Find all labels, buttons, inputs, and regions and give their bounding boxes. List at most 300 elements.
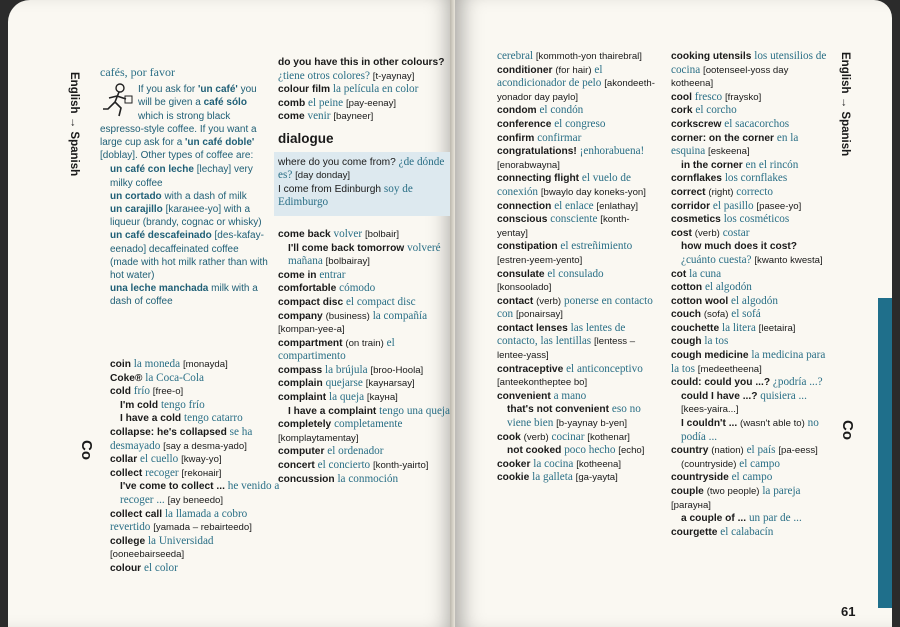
entry-qualifier: (right) bbox=[708, 186, 734, 198]
dictionary-entry bbox=[497, 363, 657, 390]
entry-headword: Coke® bbox=[110, 372, 143, 384]
entry-pronunciation: [enorabwayna] bbox=[497, 159, 560, 171]
entry-translation: quejarse bbox=[325, 377, 363, 390]
entry-translation: ponerse en contacto con bbox=[497, 294, 653, 321]
dictionary-entry bbox=[497, 50, 657, 64]
dictionary-entry bbox=[497, 64, 657, 105]
entry-qualifier: (two people) bbox=[706, 486, 760, 497]
entry-headword: connection bbox=[497, 200, 552, 212]
entry-qualifier: (sofa) bbox=[703, 309, 729, 321]
dictionary-entry bbox=[671, 213, 829, 227]
entry-headword: could: could you ...? bbox=[671, 377, 771, 389]
dialogue-heading: dialogue bbox=[278, 130, 334, 146]
entry-translation: el algodón bbox=[704, 281, 752, 294]
entry-headword: cork bbox=[671, 105, 693, 117]
entry-headword: compartment bbox=[278, 337, 343, 349]
dictionary-entry bbox=[278, 418, 453, 445]
entry-translation: el corcho bbox=[695, 104, 737, 117]
entry-translation: los utensilios de cocina bbox=[671, 50, 827, 76]
entry-headword: compact disc bbox=[278, 296, 344, 308]
entry-pronunciation: [ooneebairseeda] bbox=[110, 549, 185, 561]
language-direction-tab: English → Spanish bbox=[68, 72, 80, 177]
dictionary-entry bbox=[497, 322, 657, 363]
entry-translation: venir bbox=[307, 110, 331, 123]
dictionary-entry bbox=[671, 50, 829, 91]
entry-qualifier: (on train) bbox=[345, 337, 384, 349]
tip-box bbox=[100, 66, 268, 309]
tip-description: [des-kafay-eenado] decaffeinated coffee (made with hot milk rather than with hot water) bbox=[110, 230, 268, 282]
entry-headword: cold bbox=[110, 386, 131, 398]
entry-pronunciation: [kayнa] bbox=[366, 392, 398, 404]
dictionary-entry bbox=[497, 145, 657, 172]
entry-pronunciation: [ponairsay] bbox=[516, 309, 563, 321]
entry-translation: poco hecho bbox=[564, 444, 616, 457]
entry-headword: cough medicine bbox=[671, 350, 749, 362]
entry-pronunciation: [konsoolado] bbox=[497, 282, 552, 294]
entry-headword: I couldn't ... bbox=[681, 418, 738, 430]
dictionary-entry bbox=[671, 322, 829, 336]
entry-headword: in the corner bbox=[681, 159, 743, 171]
entry-translation: tengo una queja bbox=[379, 404, 451, 417]
dictionary-entry bbox=[278, 296, 453, 310]
entry-headword: coin bbox=[110, 359, 131, 370]
entry-pronunciation: [bwaylo day koneks-yon] bbox=[540, 186, 646, 198]
entry-pronunciation: [ootenseel-yoss day kotheena] bbox=[671, 64, 789, 90]
entry-headword: I'm cold bbox=[120, 399, 159, 411]
entry-headword: cooking utensils bbox=[671, 51, 752, 62]
entry-pronunciation: [free-o] bbox=[152, 386, 184, 398]
entry-headword: complaint bbox=[278, 392, 327, 404]
entry-translation: las lentes de contacto, las lentillas bbox=[497, 321, 626, 348]
dictionary-entry bbox=[671, 349, 829, 376]
dictionary-entry bbox=[671, 91, 829, 105]
entry-headword: that's not convenient bbox=[507, 404, 610, 416]
entry-translation: consciente bbox=[550, 213, 598, 226]
entry-pronunciation: [kway-yo] bbox=[181, 454, 222, 466]
left-page bbox=[8, 0, 455, 627]
entry-pronunciation: [kwanto kwesta] bbox=[754, 254, 823, 266]
entry-headword: do you have this in other colours? bbox=[278, 57, 445, 68]
entry-pronunciation: [akondeeth-yonador day paylo] bbox=[497, 78, 655, 103]
entry-translation: los cosméticos bbox=[723, 213, 790, 226]
entry-pronunciation: [kotheena] bbox=[576, 458, 621, 470]
entry-translation: tengo frío bbox=[160, 398, 205, 411]
tip-list-item bbox=[110, 203, 268, 229]
dictionary-entry bbox=[497, 213, 657, 240]
entry-pronunciation: [komplaytamentay] bbox=[278, 432, 359, 444]
tip-term: un café con leche bbox=[110, 164, 194, 176]
dictionary-entry bbox=[671, 268, 829, 282]
entry-headword: college bbox=[110, 535, 146, 547]
entry-translation: el anticonceptivo bbox=[566, 362, 643, 375]
tip-term: un carajillo bbox=[110, 204, 163, 216]
entry-translation: la película en color bbox=[332, 83, 419, 96]
entry-pronunciation: [eskeena] bbox=[708, 146, 750, 158]
language-direction-tab: English → Spanish bbox=[839, 52, 851, 157]
entry-translation: el cuello bbox=[140, 453, 179, 466]
entry-translation: la llamada a cobro revertido bbox=[110, 507, 248, 534]
entry-translation: el consulado bbox=[547, 267, 604, 280]
entry-headword: a couple of ... bbox=[681, 513, 747, 525]
dictionary-entry bbox=[110, 426, 280, 453]
entry-translation: la galleta bbox=[532, 471, 573, 484]
entry-translation: a mano bbox=[553, 389, 587, 402]
entry-headword: company bbox=[278, 310, 323, 322]
entry-headword: come bbox=[278, 111, 305, 123]
entry-headword: conference bbox=[497, 118, 552, 130]
dictionary-entry bbox=[671, 376, 829, 390]
entry-headword: congratulations! bbox=[497, 146, 577, 158]
dictionary-entry bbox=[671, 281, 829, 295]
entry-qualifier: (for hair) bbox=[555, 64, 592, 76]
entry-pronunciation: [konth-yentay] bbox=[497, 214, 630, 239]
entry-translation: en el rincón bbox=[745, 158, 799, 171]
entry-translation: quisiera ... bbox=[760, 389, 807, 402]
entry-headword: condom bbox=[497, 105, 537, 117]
entry-translation: el sacacorchos bbox=[724, 117, 790, 130]
dialogue-spanish: ¿de dónde es? bbox=[278, 155, 445, 182]
entry-translation: el algodón bbox=[731, 294, 778, 307]
entry-translation: la cuna bbox=[689, 267, 722, 280]
entry-translation: ¿cuánto cuesta? bbox=[681, 253, 752, 266]
entry-headword: connecting flight bbox=[497, 173, 580, 185]
entry-pronunciation: [pasee-yo] bbox=[756, 200, 802, 212]
dictionary-entry bbox=[497, 240, 657, 267]
entry-translation: la litera bbox=[721, 321, 756, 334]
entry-headword: cosmetics bbox=[671, 214, 721, 226]
tip-heading: cafés, por favor bbox=[100, 65, 175, 79]
entry-headword: couple bbox=[671, 486, 704, 497]
tip-term: 'un café' bbox=[198, 84, 238, 96]
dictionary-entry bbox=[278, 228, 453, 242]
entry-headword: couchette bbox=[671, 322, 720, 334]
dictionary-entry bbox=[671, 172, 829, 186]
dictionary-entry bbox=[497, 403, 657, 430]
entry-pronunciation: [lentess – lentee-yass] bbox=[497, 336, 636, 362]
entry-translation: completamente bbox=[334, 418, 403, 431]
entry-headword: cost bbox=[671, 227, 692, 239]
dictionary-entry bbox=[278, 56, 453, 83]
entry-pronunciation: [ga-yayta] bbox=[575, 472, 618, 484]
dictionary-entry bbox=[110, 385, 280, 399]
thumb-index-tab bbox=[878, 298, 892, 608]
tip-text-4: [dob bbox=[100, 150, 120, 162]
entry-translation: el campo bbox=[739, 457, 780, 470]
entry-pronunciation: [broo-Hoola] bbox=[370, 364, 424, 376]
entry-qualifier: (countryside) bbox=[681, 458, 737, 470]
entry-translation: el color bbox=[143, 561, 178, 574]
entry-pronunciation: [yamada – rebairteedo] bbox=[153, 522, 252, 534]
dictionary-entry bbox=[671, 295, 829, 309]
entry-qualifier: (business) bbox=[325, 310, 370, 322]
entry-translation: en la esquina bbox=[671, 131, 799, 158]
entry-headword: compass bbox=[278, 364, 323, 376]
entry-pronunciation: [pay-eenay] bbox=[345, 97, 397, 109]
tip-term: un cortado bbox=[110, 190, 162, 202]
tip-term: un café descafeinado bbox=[110, 230, 212, 242]
entry-headword: concert bbox=[278, 460, 315, 472]
dictionary-entry bbox=[110, 467, 280, 481]
dictionary-column-1 bbox=[110, 358, 280, 576]
entry-headword: I have a complaint bbox=[288, 405, 377, 417]
entry-pronunciation: [say a desma-yado] bbox=[163, 440, 247, 452]
entry-pronunciation: [rekoнair] bbox=[181, 467, 222, 479]
dialogue-english: I come from Edinburgh bbox=[278, 183, 382, 195]
dictionary-entry bbox=[671, 159, 829, 173]
tip-text-3: which is strong black espresso-style coffee. If you want a large cup ask for a bbox=[100, 110, 257, 149]
page-number: 61 bbox=[841, 604, 856, 619]
entry-translation: el estreñimiento bbox=[560, 240, 633, 253]
entry-headword: contraceptive bbox=[497, 363, 564, 375]
dictionary-entry bbox=[671, 118, 829, 132]
entry-headword: collar bbox=[110, 454, 138, 466]
entry-translation: el campo bbox=[731, 471, 773, 484]
entry-pronunciation: [echo] bbox=[618, 445, 645, 457]
dictionary-entry bbox=[110, 562, 280, 576]
tip-list-item bbox=[110, 190, 268, 203]
dictionary-entry bbox=[497, 295, 657, 322]
dictionary-entry bbox=[278, 282, 453, 296]
entry-pronunciation: [kayнarsay] bbox=[365, 378, 415, 390]
entry-pronunciation: [parayнa] bbox=[671, 499, 711, 511]
dictionary-entry bbox=[278, 391, 453, 405]
entry-headword: correct bbox=[671, 186, 706, 198]
entry-headword: colour bbox=[110, 562, 142, 574]
entry-translation: el pasillo bbox=[712, 199, 754, 212]
dictionary-entry bbox=[278, 83, 453, 97]
tip-term: 'un café doble' bbox=[185, 137, 255, 149]
entry-pronunciation: [bolbair] bbox=[364, 228, 400, 240]
entry-headword: corridor bbox=[671, 200, 711, 212]
entry-translation: la moneda bbox=[133, 358, 181, 370]
dictionary-entry bbox=[671, 308, 829, 322]
entry-translation: los cornflakes bbox=[724, 172, 788, 185]
entry-pronunciation: [estren-yeem-yento] bbox=[497, 254, 583, 266]
entry-pronunciation: [day donday] bbox=[295, 170, 351, 182]
tip-description: with a dash of milk bbox=[161, 190, 247, 202]
entry-qualifier: (verb) bbox=[694, 227, 720, 239]
entry-headword: corner: on the corner bbox=[671, 132, 775, 144]
entry-headword: cook bbox=[497, 431, 521, 443]
entry-translation: cocinar bbox=[551, 430, 585, 443]
dictionary-entry bbox=[671, 200, 829, 214]
entry-headword: cornflakes bbox=[671, 173, 722, 185]
entry-headword: constipation bbox=[497, 241, 558, 253]
entry-qualifier: (wasn't able to) bbox=[740, 418, 805, 430]
entry-translation: ¿podría ...? bbox=[772, 376, 823, 389]
entry-pronunciation: [kothenar] bbox=[587, 431, 630, 443]
entry-translation: he venido a recoger ... bbox=[120, 480, 280, 506]
entry-headword: concussion bbox=[278, 473, 335, 485]
entry-translation: el sofá bbox=[731, 308, 761, 321]
entry-translation: un par de ... bbox=[748, 512, 802, 525]
tip-list-item bbox=[110, 282, 268, 308]
dictionary-entry bbox=[671, 390, 829, 417]
entry-translation: el compartimento bbox=[278, 336, 395, 363]
entry-headword: completely bbox=[278, 419, 332, 431]
tip-term: una leche manchada bbox=[110, 283, 209, 295]
entry-translation: cómodo bbox=[339, 282, 376, 295]
entry-headword: cooker bbox=[497, 458, 531, 470]
entry-pronunciation: [medeetheena] bbox=[697, 363, 762, 375]
entry-translation: la tos bbox=[704, 335, 729, 348]
entry-pronunciation: [monayda] bbox=[182, 359, 228, 370]
entry-headword: contact lenses bbox=[497, 322, 568, 334]
entry-translation: el país bbox=[746, 444, 776, 457]
entry-headword: not cooked bbox=[507, 445, 562, 457]
entry-headword: could I have ...? bbox=[681, 390, 758, 402]
entry-translation: la cocina bbox=[533, 457, 574, 470]
entry-translation: recoger bbox=[145, 466, 179, 479]
dialogue-line bbox=[278, 183, 451, 210]
dictionary-entry bbox=[278, 377, 453, 391]
tip-term: café sólo bbox=[203, 97, 247, 109]
dictionary-entry bbox=[497, 172, 657, 199]
dictionary-entry bbox=[497, 118, 657, 132]
dictionary-entry bbox=[497, 104, 657, 118]
dictionary-entry bbox=[278, 473, 453, 487]
entry-translation: no podía ... bbox=[681, 417, 819, 443]
entry-pronunciation: [anteekontheptee bo] bbox=[497, 377, 588, 389]
entry-headword: collapse: he's collapsed bbox=[110, 426, 227, 438]
entry-headword: cough bbox=[671, 336, 702, 348]
dictionary-entry bbox=[278, 269, 453, 283]
entry-qualifier: (nation) bbox=[711, 445, 744, 457]
entry-headword: I have a cold bbox=[120, 413, 182, 425]
dictionary-entry bbox=[497, 471, 657, 485]
entry-qualifier: (verb) bbox=[536, 295, 562, 307]
entry-pronunciation: [bolbairay] bbox=[325, 256, 370, 268]
tip-list-item bbox=[110, 163, 268, 189]
entry-translation: el concierto bbox=[317, 459, 371, 472]
entry-translation: tengo catarro bbox=[184, 412, 243, 425]
entry-pronunciation: [kees-yaira...] bbox=[681, 404, 739, 416]
dictionary-entry bbox=[671, 104, 829, 118]
dictionary-entry bbox=[278, 310, 453, 337]
entry-headword: come in bbox=[278, 269, 317, 281]
entry-headword: country bbox=[671, 445, 709, 457]
entry-headword: I've come to collect ... bbox=[120, 481, 225, 493]
entry-translation: volveré mañana bbox=[288, 241, 441, 268]
entry-headword: comb bbox=[278, 97, 306, 109]
dictionary-entry bbox=[278, 445, 453, 459]
entry-translation: la Coca-Cola bbox=[145, 371, 204, 384]
dictionary-entry bbox=[497, 200, 657, 214]
dictionary-entry bbox=[278, 242, 453, 269]
running-man-icon bbox=[100, 83, 134, 117]
entry-translation: la Universidad bbox=[147, 534, 214, 547]
entry-translation: correcto bbox=[736, 185, 773, 198]
dictionary-entry bbox=[671, 458, 829, 472]
entry-translation: la conmoción bbox=[337, 472, 399, 485]
dictionary-entry bbox=[497, 268, 657, 295]
entry-translation: cerebral bbox=[497, 50, 534, 62]
entry-translation: el acondicionador de pelo bbox=[497, 63, 603, 90]
entry-pronunciation: [konth-yairto] bbox=[373, 460, 429, 472]
dialogue-english: where do you come from? bbox=[278, 156, 396, 168]
entry-headword: cookie bbox=[497, 472, 530, 484]
entry-headword: cool bbox=[671, 91, 692, 103]
dialogue-spanish: soy de Edimburgo bbox=[278, 182, 413, 209]
entry-headword: comfortable bbox=[278, 283, 337, 295]
dictionary-entry bbox=[671, 471, 829, 485]
entry-pronunciation: [kompan-yee-a] bbox=[278, 324, 345, 336]
dictionary-entry bbox=[278, 337, 453, 364]
entry-pronunciation: [enlathay] bbox=[596, 200, 639, 212]
entry-headword: countryside bbox=[671, 472, 729, 484]
letter-tab: Co bbox=[839, 420, 856, 440]
dictionary-entry bbox=[671, 227, 829, 241]
column-2-entries bbox=[278, 228, 453, 486]
dictionary-entry bbox=[278, 405, 453, 419]
entry-headword: courgette bbox=[671, 526, 718, 538]
entry-headword: how much does it cost? bbox=[681, 241, 798, 253]
entry-translation: el calabacín bbox=[720, 525, 774, 538]
entry-translation: el enlace bbox=[554, 199, 594, 212]
entry-headword: confirm bbox=[497, 132, 535, 144]
entry-headword: corkscrew bbox=[671, 118, 722, 130]
entry-headword: cotton bbox=[671, 282, 703, 294]
dictionary-entry bbox=[671, 240, 829, 267]
entry-translation: el condón bbox=[539, 104, 584, 117]
entry-pronunciation: [pa-eess] bbox=[778, 445, 818, 457]
dictionary-entry bbox=[497, 390, 657, 404]
entry-headword: cot bbox=[671, 268, 687, 280]
entry-pronunciation: [fraysko] bbox=[724, 91, 762, 103]
entry-translation: ¿tiene otros colores? bbox=[278, 69, 370, 82]
entry-headword: I'll come back tomorrow bbox=[288, 242, 405, 254]
letter-tab: Co bbox=[78, 440, 95, 460]
entry-pronunciation: [leetaira] bbox=[758, 322, 796, 334]
dictionary-entry bbox=[671, 132, 829, 159]
entry-pronunciation: [ay beneedo] bbox=[167, 494, 224, 506]
entry-headword: conscious bbox=[497, 214, 548, 226]
entry-translation: el compact disc bbox=[345, 295, 416, 308]
entry-translation: confirmar bbox=[537, 131, 582, 144]
dialogue-box bbox=[274, 152, 455, 216]
entry-headword: cotton wool bbox=[671, 295, 729, 307]
dictionary-entry bbox=[278, 364, 453, 378]
entry-pronunciation: [kommoth-yon thairebral] bbox=[535, 51, 642, 62]
dictionary-entry bbox=[278, 459, 453, 473]
dictionary-entry bbox=[278, 110, 453, 124]
dictionary-entry bbox=[497, 431, 657, 445]
entry-headword: contact bbox=[497, 295, 534, 307]
entry-translation: volver bbox=[333, 227, 363, 240]
dictionary-entry bbox=[497, 132, 657, 146]
entry-translation: el peine bbox=[308, 96, 344, 109]
entry-headword: computer bbox=[278, 446, 325, 458]
dialogue-line bbox=[278, 156, 451, 183]
dictionary-entry bbox=[671, 186, 829, 200]
dictionary-entry bbox=[671, 335, 829, 349]
entry-headword: convenient bbox=[497, 390, 551, 402]
right-page bbox=[455, 0, 892, 627]
tip-description: milk with a dash of coffee bbox=[110, 283, 258, 308]
dictionary-column-4 bbox=[671, 50, 829, 539]
dictionary-entry bbox=[110, 372, 280, 386]
entry-headword: come back bbox=[278, 228, 331, 240]
tip-description: [karaнee-yo] with a liqueur (brandy, cognac or whisky) bbox=[110, 204, 262, 229]
entry-translation: se ha desmayado bbox=[110, 425, 253, 452]
dictionary-entry bbox=[671, 485, 829, 512]
dictionary-entry bbox=[110, 535, 280, 562]
entry-headword: collect bbox=[110, 467, 143, 479]
entry-translation: frío bbox=[133, 385, 150, 398]
entry-translation: fresco bbox=[694, 90, 723, 103]
entry-headword: colour film bbox=[278, 84, 331, 96]
entry-pronunciation: [bayneer] bbox=[333, 111, 374, 123]
